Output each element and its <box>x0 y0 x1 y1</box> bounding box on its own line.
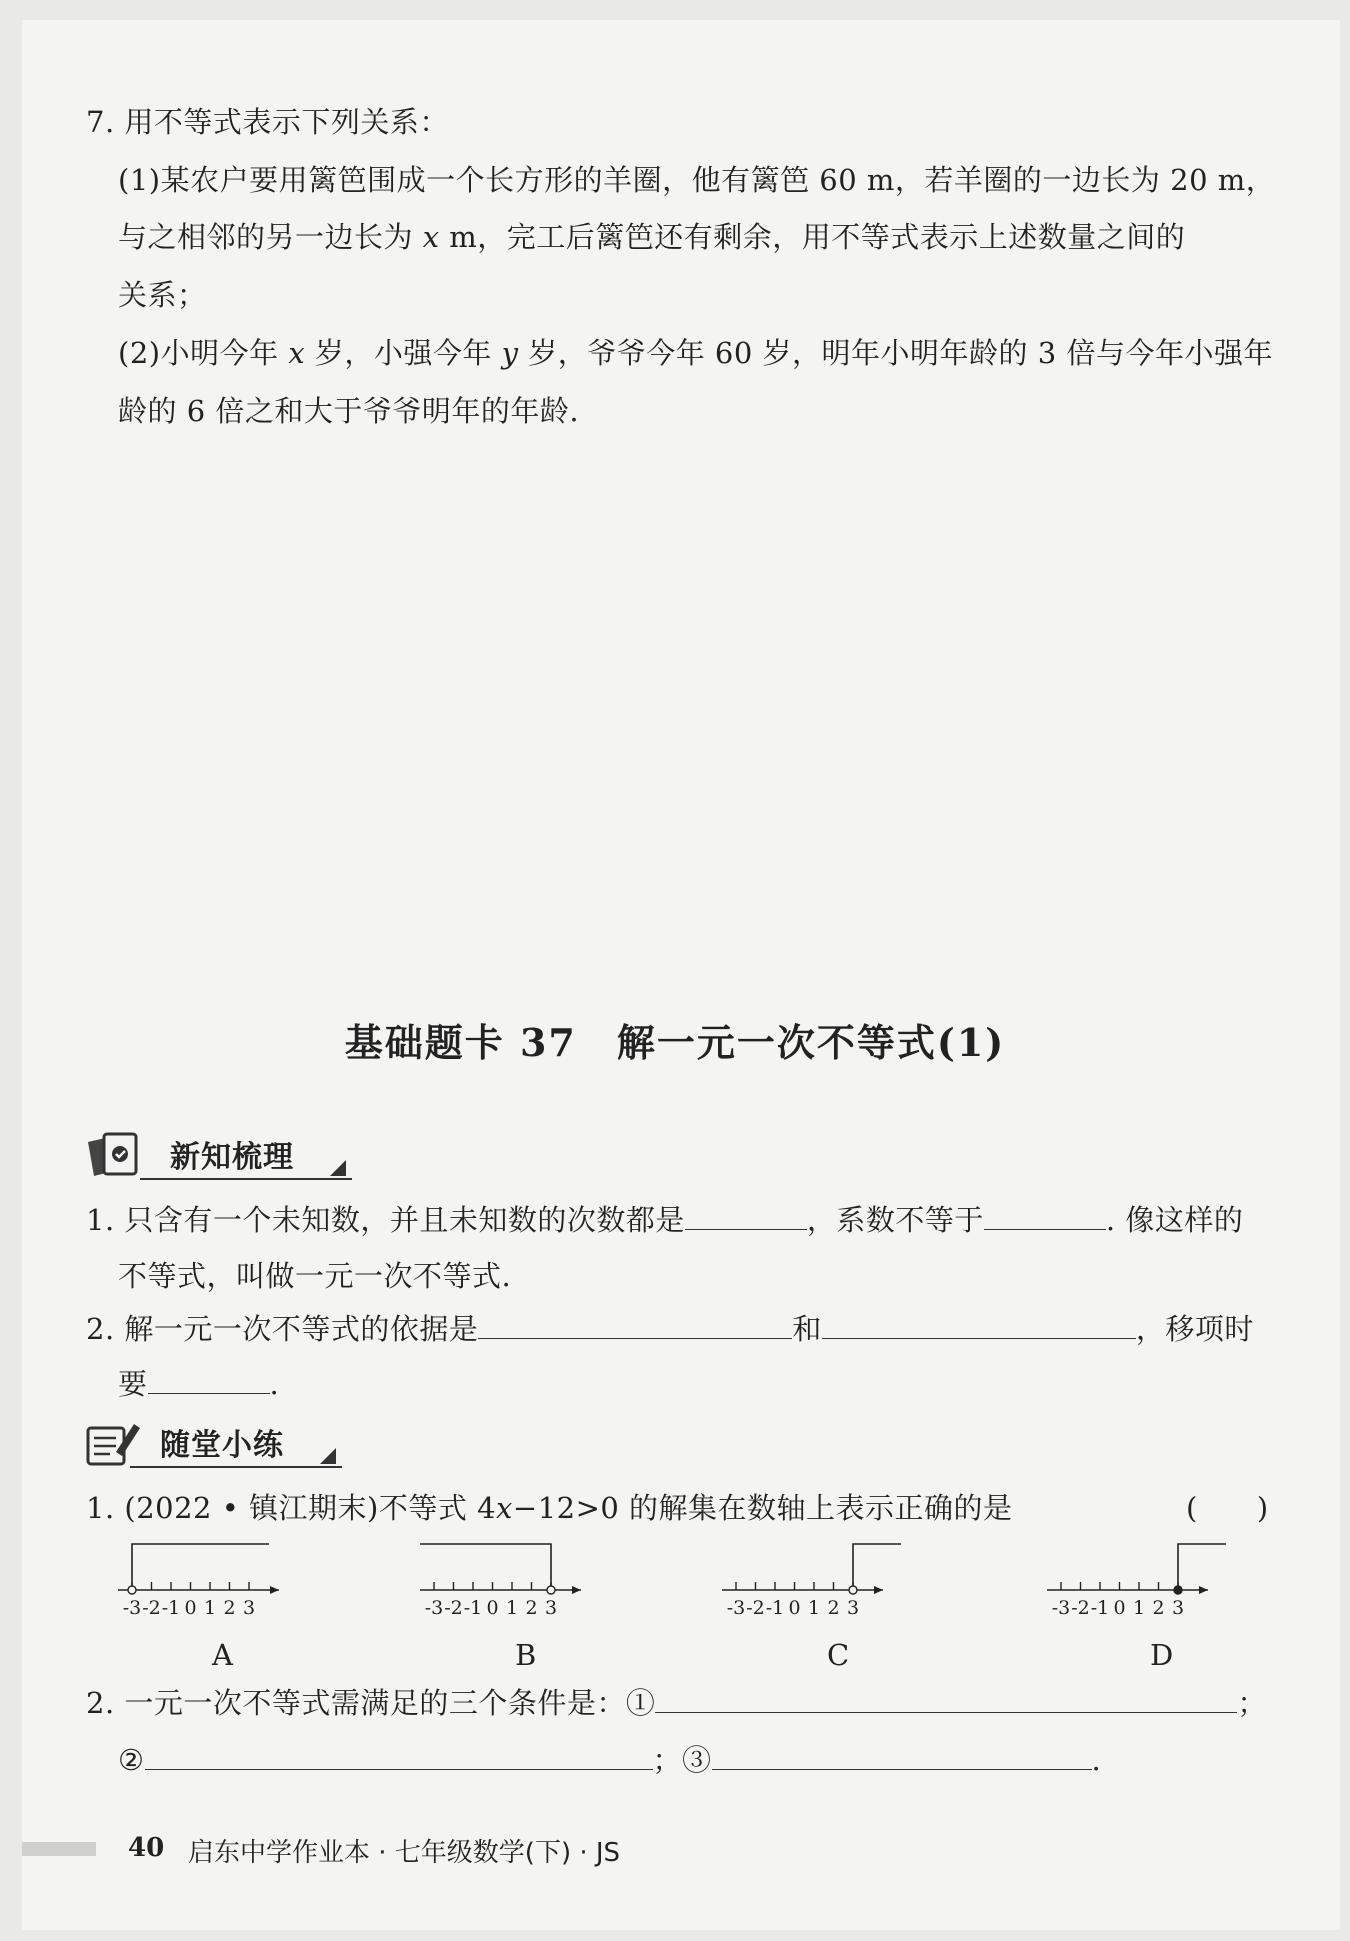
tick-label: 2 <box>223 1597 236 1619</box>
axis-arrow <box>874 1586 883 1594</box>
s2-q1-stem: 1. (2022 • 镇江期末)不等式 4x−12>0 的解集在数轴上表示正确的是 <box>86 1491 1013 1525</box>
tick-label: -2 <box>1071 1597 1090 1619</box>
s2-q2-line1: 2. 一元一次不等式需满足的三个条件是：① ； <box>86 1686 1267 1720</box>
tick-label: -1 <box>1090 1597 1110 1619</box>
notebook-pen-icon <box>84 1418 144 1470</box>
s1-q2-line1: 2. 解一元一次不等式的依据是 和 ，移项时 <box>86 1312 1254 1346</box>
tick-label: -3 <box>726 1597 746 1619</box>
tick-label: 1 <box>807 1597 821 1619</box>
tick-label: 3 <box>242 1597 256 1619</box>
section-corner-marker <box>320 1448 336 1464</box>
tick-label: -2 <box>444 1597 463 1619</box>
s1-q2-line2: 要 . <box>118 1367 280 1401</box>
tick-label: 2 <box>525 1597 538 1619</box>
q7-part1-line1: (1)某农户要用篱笆围成一个长方形的羊圈，他有篱笆 60 m，若羊圈的一边长为 20 m， <box>118 163 1276 197</box>
solution-ray <box>1178 1544 1226 1590</box>
s2-q1-answer-paren[interactable]: ( ) <box>1186 1491 1269 1525</box>
section-new-knowledge-label: 新知梳理 <box>170 1140 294 1175</box>
tick-label: 1 <box>505 1597 519 1619</box>
tick-label: 0 <box>788 1597 801 1619</box>
section-underline <box>130 1466 342 1468</box>
section-classroom-practice <box>84 1418 354 1478</box>
tick-label: 3 <box>1171 1597 1185 1619</box>
answer-blank[interactable] <box>822 1312 1136 1339</box>
tick-label: -3 <box>424 1597 444 1619</box>
open-endpoint <box>128 1586 136 1594</box>
tick-label: 1 <box>203 1597 217 1619</box>
tick-label: 0 <box>1113 1597 1126 1619</box>
tick-label: -2 <box>142 1597 161 1619</box>
section-corner-marker <box>330 1160 346 1176</box>
tick-label: -1 <box>765 1597 785 1619</box>
answer-blank[interactable] <box>655 1686 1237 1713</box>
answer-blank[interactable] <box>145 1743 653 1770</box>
answer-blank[interactable] <box>148 1367 270 1394</box>
number-line-option-c <box>722 1544 901 1619</box>
tick-label: 2 <box>1152 1597 1165 1619</box>
book-title: 启东中学作业本 · 七年级数学(下) · JS <box>188 1838 621 1868</box>
axis-arrow <box>1199 1586 1208 1594</box>
q7-part2-line1: (2)小明今年 x 岁，小强今年 y 岁，爷爷今年 60 岁，明年小明年龄的 3 倍与今年小强年 <box>118 336 1273 370</box>
tick-label: -1 <box>463 1597 483 1619</box>
axis-arrow <box>572 1586 581 1594</box>
tick-label: 3 <box>846 1597 860 1619</box>
tick-label: 0 <box>486 1597 499 1619</box>
card-title: 基础题卡 37 解一元一次不等式(1) <box>344 1020 1006 1065</box>
tick-label: -1 <box>161 1597 181 1619</box>
tick-label: 1 <box>1132 1597 1146 1619</box>
number-line-option-a <box>118 1544 279 1619</box>
s1-q1-line1: 1. 只含有一个未知数，并且未知数的次数都是 ，系数不等于 . 像这样的 <box>86 1203 1244 1237</box>
tick-label: 0 <box>184 1597 197 1619</box>
tick-label: -3 <box>1051 1597 1071 1619</box>
number-line-option-d <box>1047 1544 1226 1619</box>
number-line-options <box>0 1530 1350 1650</box>
answer-blank[interactable] <box>478 1312 792 1339</box>
s2-q2-line2: ② ；③ . <box>118 1743 1102 1777</box>
solution-ray <box>853 1544 901 1590</box>
tick-label: -2 <box>746 1597 765 1619</box>
option-a-label[interactable]: A <box>212 1638 233 1672</box>
open-endpoint <box>849 1586 857 1594</box>
option-b-label[interactable]: B <box>515 1638 537 1672</box>
s1-q1-line2: 不等式，叫做一元一次不等式. <box>118 1259 512 1293</box>
answer-blank[interactable] <box>712 1743 1092 1770</box>
closed-endpoint <box>1174 1586 1182 1594</box>
tick-label: 2 <box>827 1597 840 1619</box>
answer-blank[interactable] <box>685 1203 807 1230</box>
section-new-knowledge <box>84 1130 354 1190</box>
section-underline <box>140 1178 352 1180</box>
section-classroom-practice-label: 随堂小练 <box>160 1428 284 1463</box>
axis-arrow <box>270 1586 279 1594</box>
answer-blank[interactable] <box>984 1203 1106 1230</box>
q7-part2-line2: 龄的 6 倍之和大于爷爷明年的年龄. <box>118 394 580 428</box>
q7-part1-line3: 关系； <box>118 278 207 312</box>
tick-label: -3 <box>122 1597 142 1619</box>
q7-part1-line2: 与之相邻的另一边长为 x m，完工后篱笆还有剩余，用不等式表示上述数量之间的 <box>118 220 1186 254</box>
open-endpoint <box>547 1586 555 1594</box>
page-number: 40 <box>128 1833 165 1863</box>
option-d-label[interactable]: D <box>1150 1638 1174 1672</box>
q7-stem: 7. 用不等式表示下列关系： <box>86 105 449 139</box>
tick-label: 3 <box>544 1597 558 1619</box>
notebook-check-icon <box>84 1130 144 1182</box>
footer-decoration-bar <box>22 1842 96 1856</box>
option-c-label[interactable]: C <box>827 1638 850 1672</box>
number-line-option-b <box>420 1544 581 1619</box>
